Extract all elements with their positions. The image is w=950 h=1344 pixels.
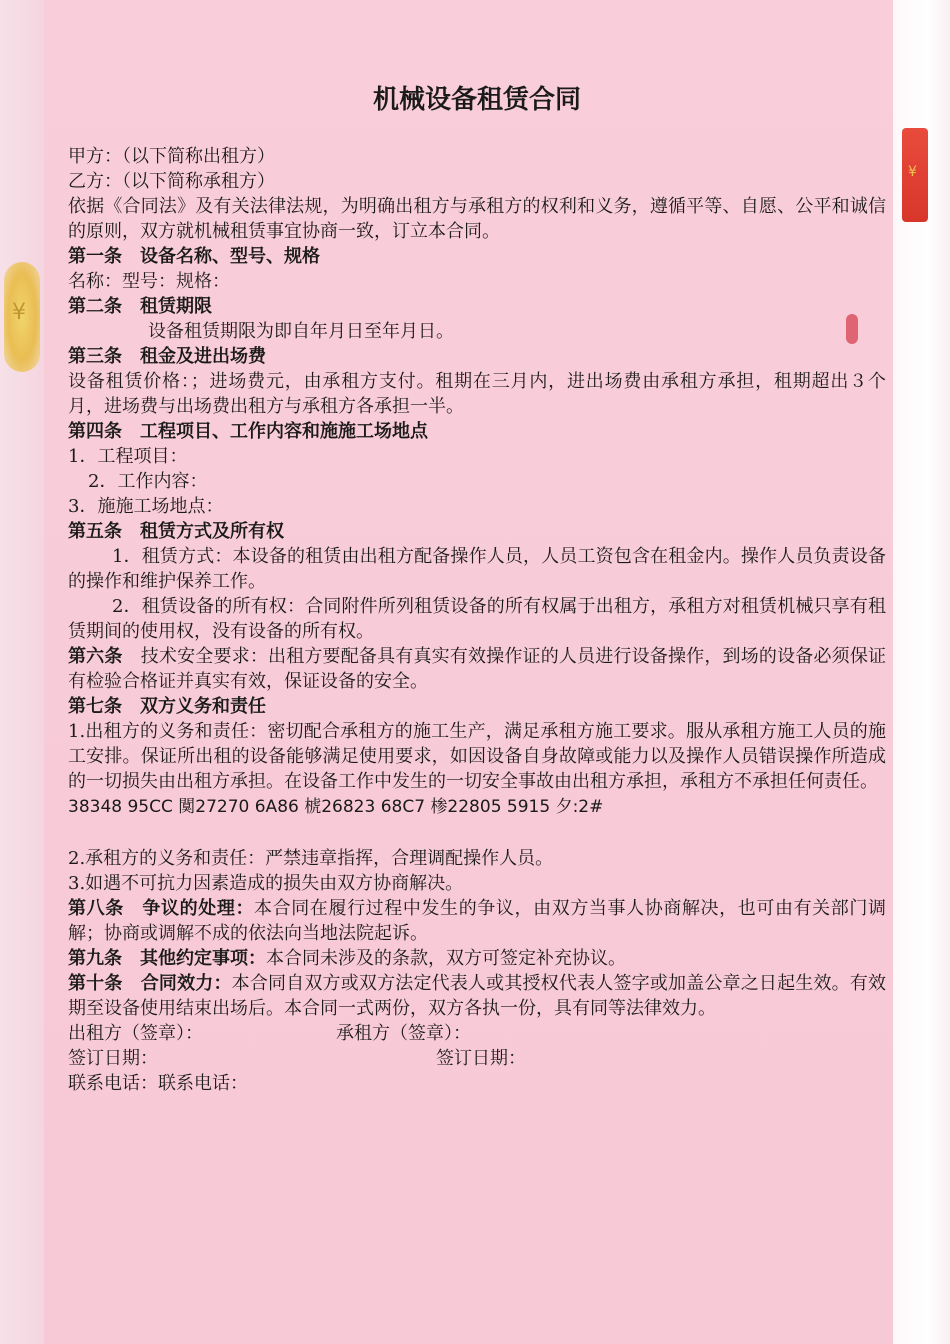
article-7-item-1: 1.出租方的义务和责任：密切配合承租方的施工生产，满足承租方施工要求。服从承租方施工人员的施工安排。保证所出租的设备能够满足使用要求，如因设备自身故障或能力以及操作人员错误操作所造成的一切损失由出租方承担。在设备工作中发生的一切安全事故由出租方承担，承租方不承担任何责任。 [68,721,886,792]
article-7-item-3: 3.如遇不可抗力因素造成的损失由双方协商解决。 [68,873,464,894]
party-b: 乙方：（以下简称承租方） [68,171,275,192]
article-10-heading: 第十条 合同效力： [68,973,232,994]
article-10 [68,971,886,1021]
article-9 [68,946,886,971]
seal-line [68,1021,886,1046]
article-7-code-line: 38348 95CC 闃27270 6A86 椃26823 68C7 椮22805 5915 夕:2# [68,797,604,817]
article-8-body: 本合同在履行过程中发生的争议，由双方当事人协商解决，也可由有关部门调解；协商或调解不成的依法向当地法院起诉。 [68,898,886,944]
lessor-seal-label: 出租方（签章）： [68,1023,203,1044]
article-3-heading: 第三条 租金及进出场费 [68,346,266,367]
article-5-item-2-text: 2．租赁设备的所有权：合同附件所列租赁设备的所有权属于出租方，承租方对租赁机械只享有租赁期间的使用权，没有设备的所有权。 [68,596,886,642]
article-6-heading: 第六条 [68,646,123,667]
sign-date-line [68,1046,886,1071]
lessee-seal-label: 承租方（签章）： [336,1023,471,1044]
article-8 [68,896,886,946]
article-9-body: 本合同未涉及的条款，双方可签定补充协议。 [266,948,626,969]
article-4-item-1: 1．工程项目： [68,446,188,467]
sign-date-right-label: 签订日期： [436,1048,526,1069]
left-margin [0,0,44,1344]
article-3-body: 设备租赁价格：；进场费元，由承租方支付。租期在三月内，进出场费由承租方承担，租期超出３个月，进场费与出场费出租方与承租方各承担一半。 [68,371,886,417]
article-1-heading: 第一条 设备名称、型号、规格 [68,246,320,267]
article-4-item-3: 3．施施工场地点： [68,496,224,517]
sign-date-left-label: 签订日期： [68,1048,158,1069]
article-6-body: 技术安全要求：出租方要配备具有真实有效操作证的人员进行设备操作，到场的设备必须保证有检验合格证并真实有效，保证设备的安全。 [68,646,887,692]
red-tag-decoration-icon: ¥ [902,128,928,222]
article-6 [68,644,886,694]
article-5-item-1-text: 1．租赁方式：本设备的租赁由出租方配备操作人员，人员工资包含在租金内。操作人员负责设备的操作和维护保养工作。 [68,546,886,592]
article-4-heading: 第四条 工程项目、工作内容和施施工场地点 [68,421,428,442]
article-5-item-1 [68,544,886,594]
article-2-body: 设备租赁期限为即自年月日至年月日。 [148,321,454,342]
phone-line: 联系电话：联系电话： [68,1073,248,1094]
preamble: 依据《合同法》及有关法律法规，为明确出租方与承租方的权利和义务，遵循平等、自愿、公平和诚信的原则，双方就机械租赁事宜协商一致，订立本合同。 [68,196,886,242]
article-1-body: 名称：型号：规格： [68,271,230,292]
document-title: 机械设备租赁合同 [372,85,581,115]
blank-line [68,820,886,846]
article-2-heading: 第二条 租赁期限 [68,296,212,317]
article-5-heading: 第五条 租赁方式及所有权 [68,521,284,542]
article-10-body: 本合同自双方或双方法定代表人或其授权代表人签字或加盖公章之日起生效。有效期至设备使用结束出场后。本合同一式两份，双方各执一份，具有同等法律效力。 [68,973,887,1019]
article-5-item-2 [68,594,886,644]
article-4-item-2: 2．工作内容： [88,471,208,492]
party-a: 甲方：（以下简称出租方） [68,146,275,167]
article-7-heading: 第七条 双方义务和责任 [68,696,266,717]
article-9-heading: 第九条 其他约定事项： [68,948,266,969]
article-8-heading: 第八条 争议的处理： [68,898,255,919]
coin-decoration-icon: ¥ [4,262,40,372]
contract-body [68,84,886,1096]
article-7-item-2: 2.承租方的义务和责任：严禁违章指挥，合理调配操作人员。 [68,848,554,869]
